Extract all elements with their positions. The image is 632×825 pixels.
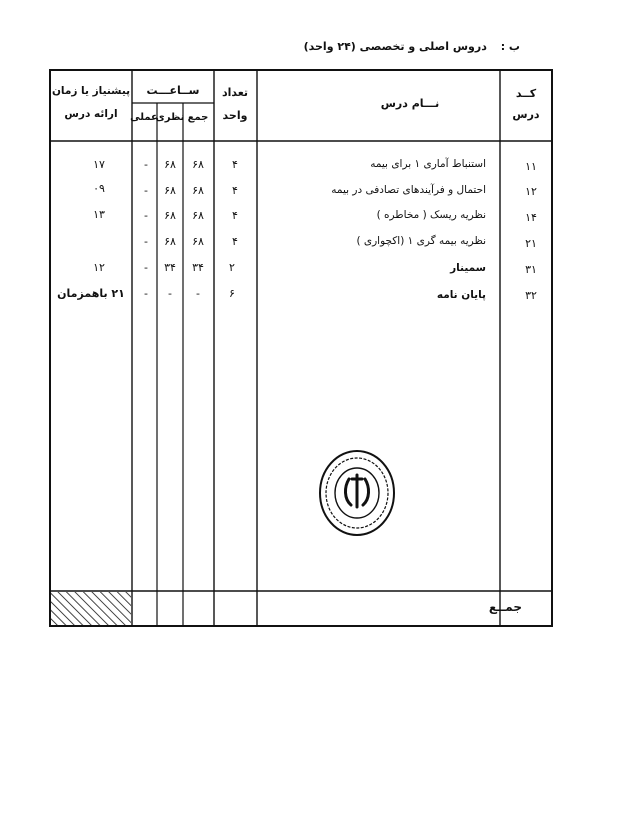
header-code-line2: درس xyxy=(512,108,540,121)
row-total-hours: ۳۴ xyxy=(192,261,204,274)
row-course-name: نظریه ریسک ( مخاطره ) xyxy=(376,209,486,221)
row-practical-hours: - xyxy=(144,184,148,197)
row-total-hours: ۶۸ xyxy=(192,235,204,248)
header-prereq-line2: ارائه درس xyxy=(64,108,118,120)
row-theory-hours: ۳۴ xyxy=(164,261,176,274)
row-theory-hours: ۶۸ xyxy=(164,184,176,197)
section-title: دروس اصلی و تخصصی (۲۴ واحد) xyxy=(303,40,487,53)
header-course-name: نـــام درس xyxy=(380,97,440,110)
hatched-cell xyxy=(51,592,131,625)
row-course-name: احتمال و فرآیندهای تصادفی در بیمه xyxy=(331,184,486,196)
row-code: ۱۲ xyxy=(525,185,537,198)
row-prereq: ۰۹ xyxy=(93,182,105,195)
header-theory: نظری xyxy=(155,112,185,123)
row-code: ۱۴ xyxy=(525,211,537,224)
row-code: ۳۲ xyxy=(525,289,537,302)
row-total-hours: ۶۸ xyxy=(192,184,204,197)
row-total-hours: ۶۸ xyxy=(192,158,204,171)
header-prereq-line1: پیشنیاز یا زمان xyxy=(51,85,131,97)
row-code: ۱۱ xyxy=(525,160,537,173)
row-prereq: ۱۳ xyxy=(93,208,105,221)
header-total: جمع xyxy=(187,112,209,123)
row-course-name: سمینار xyxy=(450,262,486,274)
row-units: ۲ xyxy=(229,261,235,274)
row-theory-hours: ۶۸ xyxy=(164,235,176,248)
row-prereq: ۱۷ xyxy=(93,158,105,171)
row-practical-hours: - xyxy=(144,235,148,248)
row-theory-hours: ۶۸ xyxy=(164,209,176,222)
row-units: ۴ xyxy=(232,158,238,171)
row-units: ۴ xyxy=(232,235,238,248)
row-course-name: نظریه بیمه گری ۱ (اکچواری ) xyxy=(356,235,486,247)
row-total-hours: - xyxy=(196,287,200,300)
row-prereq: ۲۱ باهمزمان xyxy=(57,287,125,300)
row-units: ۴ xyxy=(232,209,238,222)
section-letter: ب : xyxy=(500,40,520,53)
row-total-hours: ۶۸ xyxy=(192,209,204,222)
row-prereq: ۱۲ xyxy=(93,261,105,274)
row-course-name: استنباط آماری ۱ برای بیمه xyxy=(370,158,486,170)
row-course-name: پایان نامه xyxy=(436,289,486,301)
header-units-line2: واحد xyxy=(222,109,248,122)
header-code-line1: کــد xyxy=(515,87,537,100)
row-units: ۶ xyxy=(229,287,235,300)
row-theory-hours: ۶۸ xyxy=(164,158,176,171)
row-theory-hours: - xyxy=(168,287,172,300)
total-label: جمــع xyxy=(488,600,522,614)
row-practical-hours: - xyxy=(144,287,148,300)
official-seal-stamp xyxy=(318,449,396,537)
header-units-line1: تعداد xyxy=(221,86,249,99)
row-practical-hours: - xyxy=(144,158,148,171)
row-units: ۴ xyxy=(232,184,238,197)
row-practical-hours: - xyxy=(144,209,148,222)
row-practical-hours: - xyxy=(144,261,148,274)
header-practical: عملی xyxy=(130,112,158,123)
header-hours: ســاعـــت xyxy=(146,84,200,97)
row-code: ۳۱ xyxy=(525,263,537,276)
row-code: ۲۱ xyxy=(525,237,537,250)
